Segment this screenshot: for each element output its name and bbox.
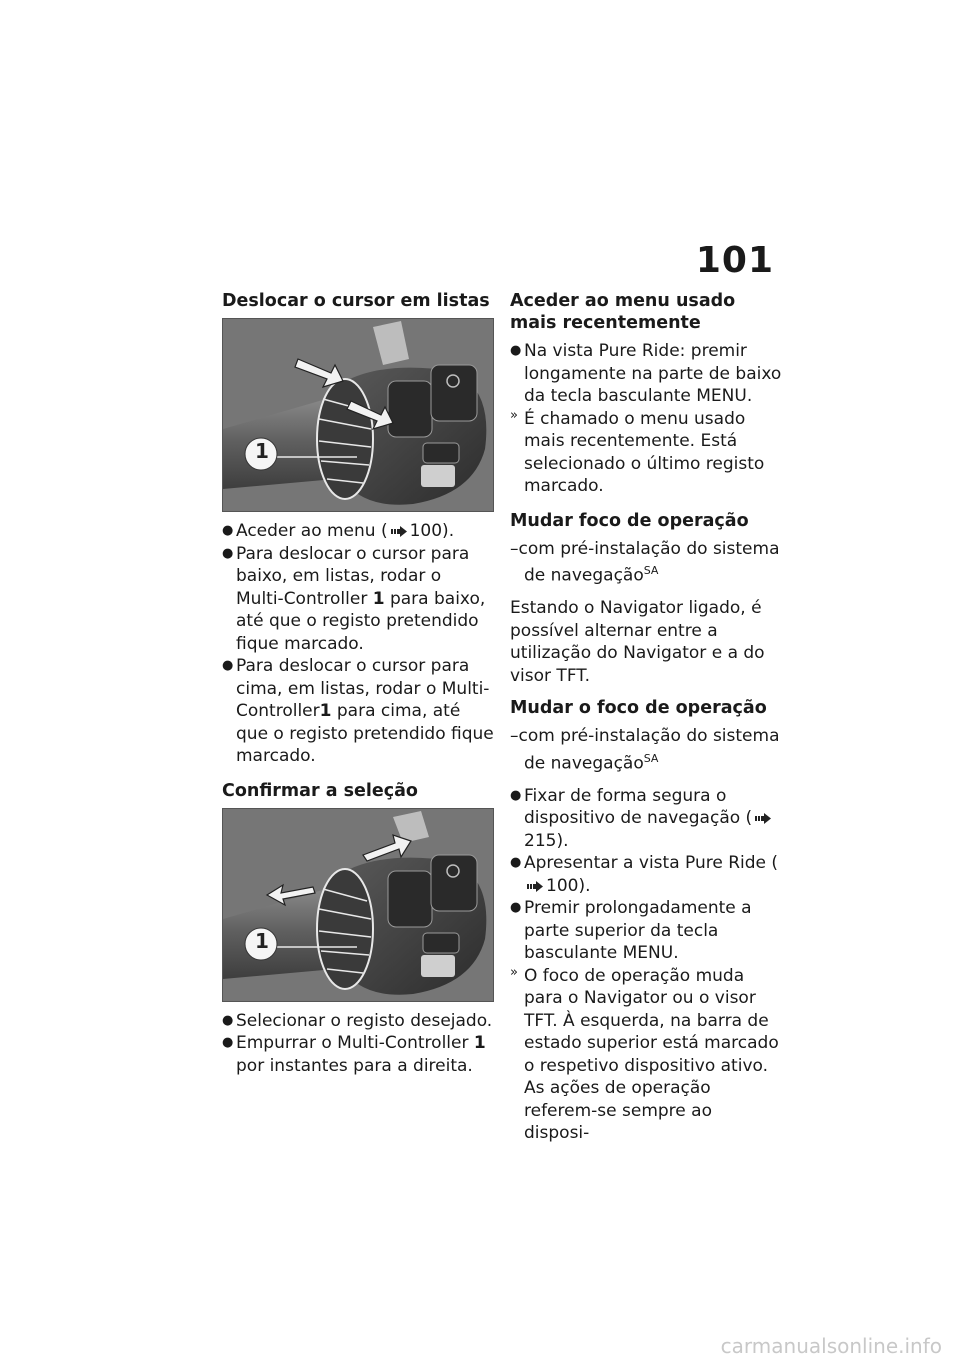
list-item: ● Para deslocar o cursor para baixo, em listas, rodar o Multi-Controller 1 para baixo, até que o registo pretendido fique marcado.	[222, 543, 486, 654]
list-item: ● Premir prolongadamente a parte superior da tecla basculante MENU.	[510, 898, 752, 964]
list-item: » O foco de operação muda para o Navigator ou o visor TFT. À esquerda, na barra de estado superior está marcado o respetivo dispositivo ativo. As ações de operação referem-se sempre ao disposi-	[510, 965, 782, 1145]
bullet-icon: ●	[222, 545, 234, 561]
handlebar-illustration	[223, 809, 493, 1001]
list-item: » É chamado o menu usado mais recentemente. Está selecionado o último registo marcado.	[510, 408, 782, 498]
list-item: ● Empurrar o Multi-Controller 1 por instantes para a direita.	[222, 1033, 486, 1076]
section-title-change-the-focus: Mudar o foco de operação	[510, 698, 767, 719]
left-column	[222, 290, 494, 1077]
bullet-icon: ●	[510, 900, 522, 916]
bullet-icon: ●	[510, 855, 522, 871]
page-ref-arrow-icon	[391, 526, 407, 537]
figure-callout: 1	[255, 439, 269, 463]
sa-badge: SA	[643, 564, 659, 577]
section-title-confirm-selection: Confirmar a seleção	[222, 780, 418, 801]
bullet-icon: ●	[510, 343, 522, 358]
figure-multi-controller-push	[222, 808, 494, 1002]
footer-watermark: carmanualsonline.info	[720, 1334, 942, 1358]
prerequisite: –com pré-instalação do sistema de navegação$^{SA}$	[510, 726, 780, 774]
right-column	[510, 290, 782, 1145]
sa-badge: SA	[643, 751, 659, 765]
bullet-icon: ●	[222, 658, 234, 673]
list-item: ● Aceder ao menu ( 100).	[222, 521, 455, 541]
section-title-change-focus: Mudar foco de operação	[510, 510, 749, 531]
figure-callout: 1	[255, 928, 269, 953]
list-item: ● Fixar de forma segura o dispositivo de navegação (215).	[510, 785, 782, 853]
figure-multi-controller-scroll	[222, 318, 494, 512]
list-item: ● Para deslocar o cursor para cima, em listas, rodar o Multi-Controller1 para cima, até que o registo pretendido fique marcado.	[222, 656, 494, 766]
bullet-icon: ●	[222, 523, 234, 538]
result-arrow-icon: »	[510, 407, 518, 423]
handlebar-illustration	[223, 319, 493, 511]
page-reference[interactable]: 215).	[524, 830, 569, 851]
section-title-recent-menu: Aceder ao menu usado mais recentemente	[510, 291, 736, 333]
bullet-icon: ●	[222, 1012, 234, 1028]
page-reference[interactable]: 100).	[546, 875, 591, 896]
list-change-the-focus	[510, 785, 782, 1145]
list-recent-menu	[510, 340, 782, 498]
list-item: ● Apresentar a vista Pure Ride (100).	[510, 853, 779, 896]
result-arrow-icon: »	[510, 964, 518, 980]
page-number: 101	[695, 240, 774, 281]
bullet-icon: ●	[222, 1035, 234, 1050]
section-title-scroll-cursor: Deslocar o cursor em listas	[222, 291, 490, 311]
page-ref-arrow-icon	[527, 881, 543, 892]
page-ref-arrow-icon	[755, 813, 771, 824]
list-confirm-selection	[222, 1010, 494, 1078]
list-scroll-cursor	[222, 520, 494, 768]
page-reference[interactable]: 100).	[409, 521, 455, 541]
paragraph: Estando o Navigator ligado, é possível alternar entre a utilização do Navigator e a do visor TFT.	[510, 598, 765, 686]
list-item: ● Na vista Pure Ride: premir longamente na parte de baixo da tecla basculante MENU.	[510, 341, 782, 406]
bullet-icon: ●	[510, 787, 522, 803]
list-item: ● Selecionar o registo desejado.	[222, 1010, 493, 1031]
prerequisite: –com pré-instalação do sistema de navegação$^{SA}$	[510, 538, 780, 586]
